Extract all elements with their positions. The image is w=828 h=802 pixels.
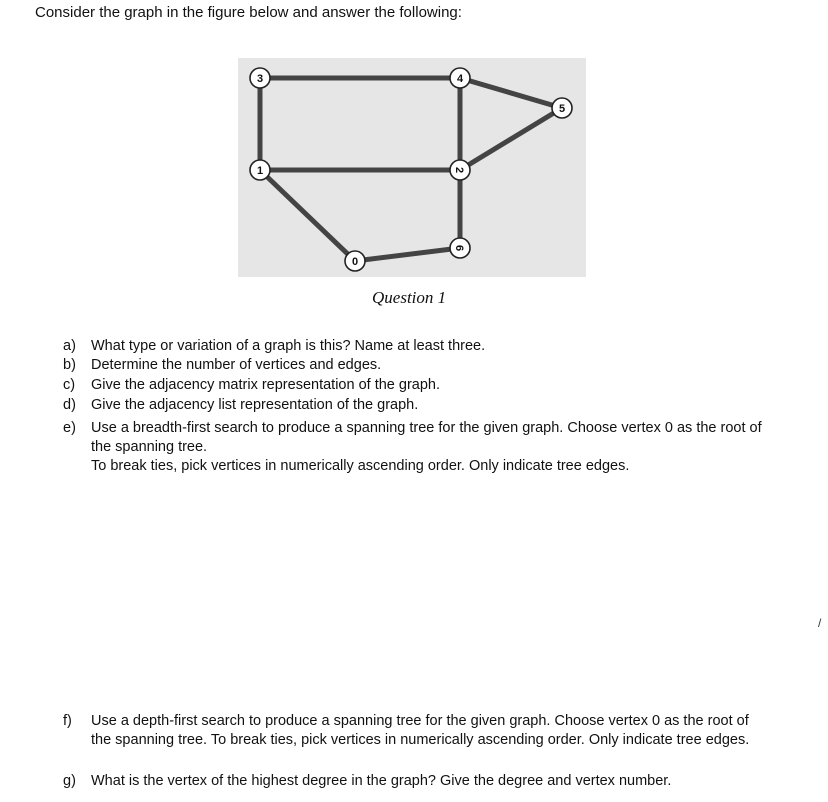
question-text: Determine the number of vertices and edges. bbox=[91, 357, 382, 373]
graph-node-5 bbox=[552, 98, 572, 118]
edge-0-6 bbox=[355, 248, 460, 261]
question-label: c) bbox=[63, 377, 76, 393]
edge-1-0 bbox=[260, 170, 355, 261]
graph-node-4 bbox=[450, 68, 470, 88]
question-label: a) bbox=[63, 338, 76, 354]
graph-node-3 bbox=[250, 68, 270, 88]
question-text: Use a breadth-first search to produce a spanning tree for the given graph. Choose vertex 0 as the root of bbox=[91, 420, 762, 436]
question-label: d) bbox=[63, 397, 76, 413]
node-label: 0 bbox=[351, 256, 359, 268]
question-text: Give the adjacency matrix representation of the graph. bbox=[91, 377, 440, 393]
question-text: To break ties, pick vertices in numerically ascending order. Only indicate tree edges. bbox=[91, 458, 630, 474]
graph-node-0 bbox=[345, 251, 365, 271]
question-text: Use a depth-first search to produce a spanning tree for the given graph. Choose vertex 0 as the root of bbox=[91, 713, 749, 729]
question-text: the spanning tree. To break ties, pick vertices in numerically ascending order. Only indicate tree edges. bbox=[91, 732, 750, 748]
node-label: 1 bbox=[256, 165, 264, 177]
stray-pen-mark: / bbox=[818, 616, 822, 630]
intro-text: Consider the graph in the figure below and answer the following: bbox=[35, 4, 462, 21]
question-label: f) bbox=[63, 713, 72, 729]
graph-node-6 bbox=[450, 238, 470, 258]
figure-caption: Question 1 bbox=[372, 288, 447, 307]
node-label: 2 bbox=[453, 166, 465, 174]
question-text: What type or variation of a graph is this? Name at least three. bbox=[91, 338, 486, 354]
question-text: Give the adjacency list representation of the graph. bbox=[91, 397, 419, 413]
graph-node-1 bbox=[250, 160, 270, 180]
node-label: 6 bbox=[453, 244, 465, 252]
graph-node-2 bbox=[450, 160, 470, 180]
question-label: b) bbox=[63, 357, 76, 373]
question-text: the spanning tree. bbox=[91, 439, 208, 455]
edge-4-5 bbox=[460, 78, 562, 108]
edge-5-2 bbox=[460, 108, 562, 170]
node-label: 3 bbox=[256, 73, 264, 85]
graph-figure bbox=[238, 58, 586, 277]
node-label: 4 bbox=[456, 73, 464, 85]
question-label: e) bbox=[63, 420, 76, 436]
graph-svg bbox=[238, 58, 586, 277]
node-label: 5 bbox=[558, 103, 566, 115]
question-text: What is the vertex of the highest degree in the graph? Give the degree and vertex number. bbox=[91, 773, 672, 789]
question-label: g) bbox=[63, 773, 76, 789]
